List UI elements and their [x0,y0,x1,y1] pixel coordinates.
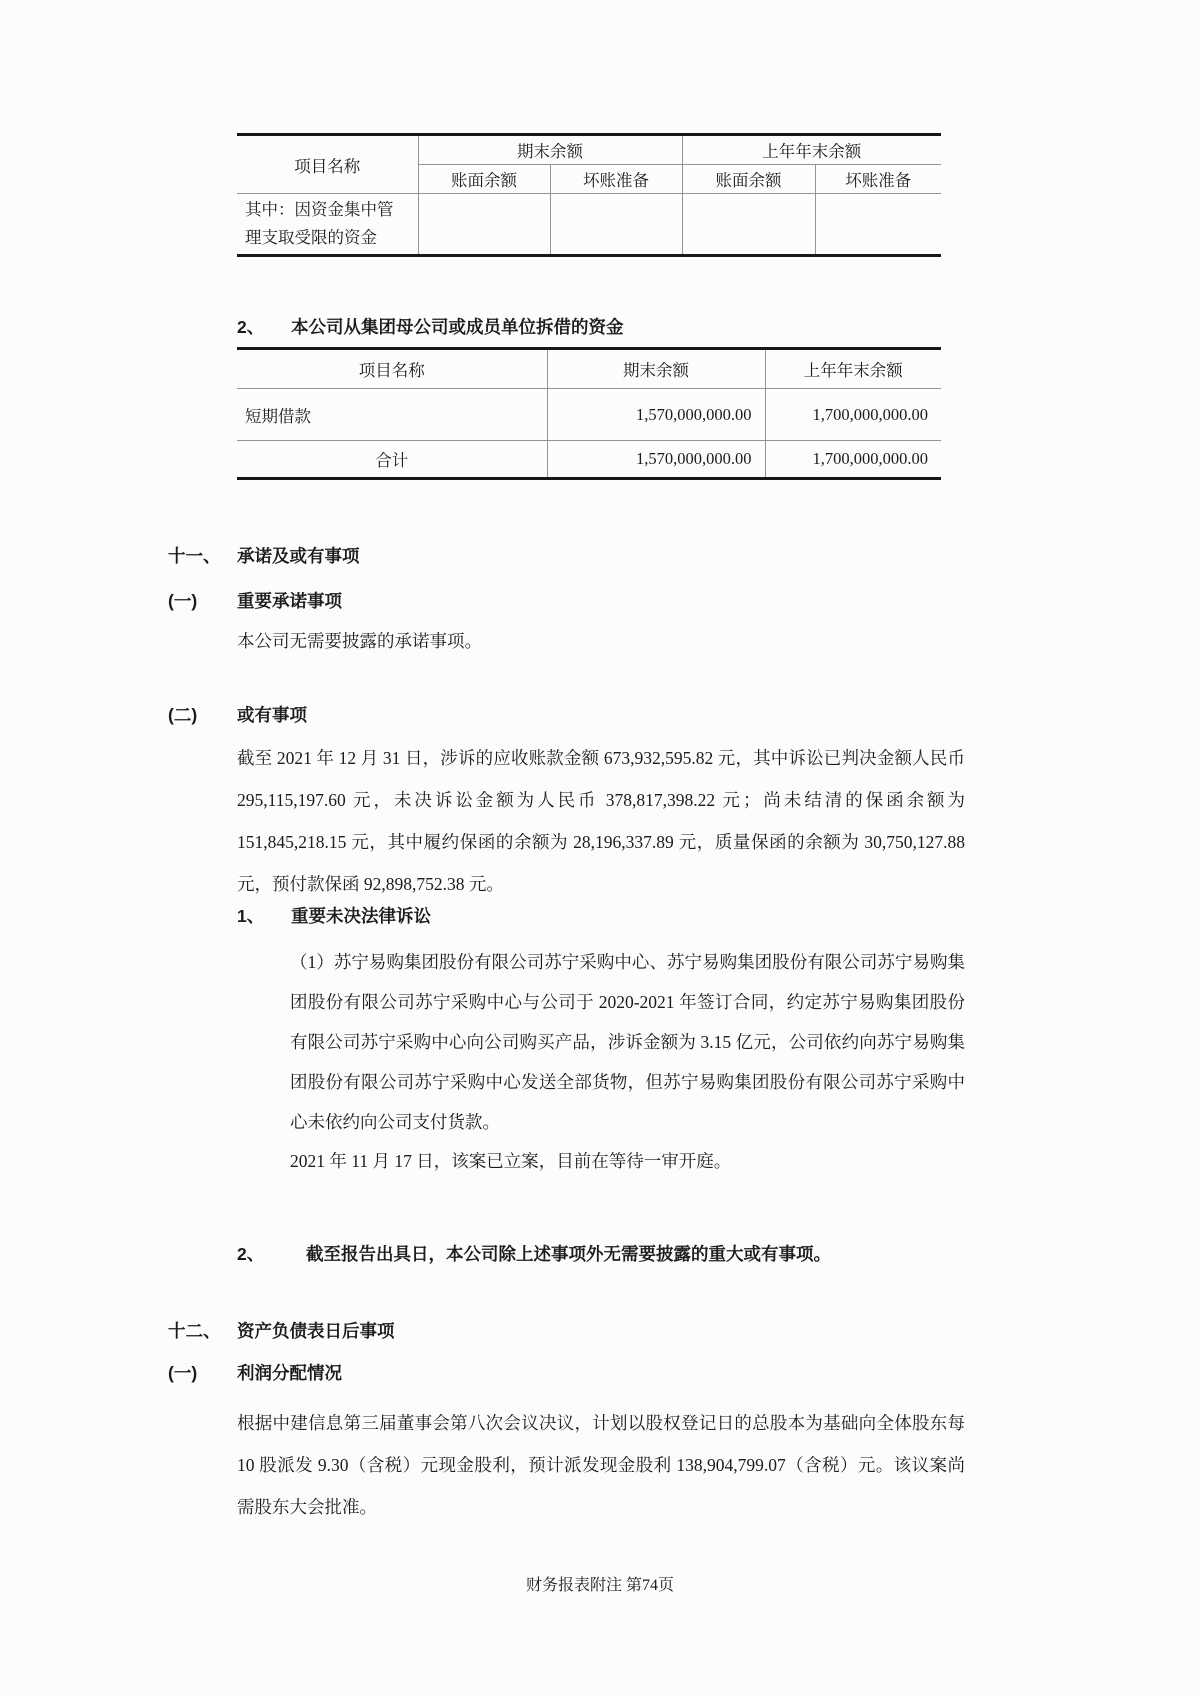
section11-sub1-heading [168,588,342,613]
table1-header-item: 项目名称 [294,156,361,176]
table-row [237,389,941,441]
table1-cell-end-book [418,194,550,256]
no-other-contingency-heading [237,1241,831,1266]
table1-subheader-bad-debt-1: 坏账准备 [550,165,682,194]
section11-heading [168,543,360,568]
no-other-contingency-title: 截至报告出具日，本公司除上述事项外无需要披露的重大或有事项。 [306,1244,831,1264]
section12-number: 十二、 [168,1321,221,1341]
restricted-funds-table [237,133,941,257]
section11-sub1-number: (一) [168,591,198,611]
table1-cell-prev-book [682,194,815,256]
table2-total-ending: 1,570,000,000.00 [547,441,765,479]
table1-subheader-book-balance-1: 账面余额 [418,165,550,194]
litigation-heading [237,903,431,928]
table1-subheader-book-balance-2: 账面余额 [682,165,815,194]
section11-sub2-number: (二) [168,705,198,725]
table2-header-row [237,349,941,389]
section11-sub2-heading [168,702,307,727]
section-borrow-title: 本公司从集团母公司或成员单位拆借的资金 [291,317,624,337]
contingency-paragraph: 截至 2021 年 12 月 31 日，涉诉的应收账款金额 673,932,595.82 元，其中诉讼已判决金额人民币 295,115,197.60 元，未决诉讼金额为人民币 378,817,398.22 元；尚未结清的保函余额为 151,845,218.15 元，其中履约保函的余额为 28,196,337.89 元，质量保函的余额为 30,750,127.88 元，预付款保函 92,898,752.38 元。 [237,748,965,894]
section-borrow-heading [237,314,624,339]
table-row [237,441,941,479]
section11-sub1-title: 重要承诺事项 [237,591,342,611]
table1-header-ending-balance: 期末余额 [418,135,682,165]
table2-row1-prior: 1,700,000,000.00 [765,389,941,441]
section11-title: 承诺及或有事项 [237,546,360,566]
commitments-statement: 本公司无需要披露的承诺事项。 [237,631,482,651]
litigation-number: 1、 [237,906,265,926]
table2-total-name: 合计 [375,451,409,470]
section11-number: 十一、 [168,546,221,566]
section12-sub1-heading [168,1360,342,1385]
table1-cell-prev-bad [815,194,941,256]
litigation-title: 重要未决法律诉讼 [291,906,431,926]
profit-distribution-paragraph: 根据中建信息第三届董事会第八次会议决议，计划以股权登记日的总股本为基础向全体股东每 10 股派发 9.30（含税）元现金股利，预计派发现金股利 138,904,799.07（含税）元。该议案尚需股东大会批准。 [237,1413,965,1517]
table2-total-prior: 1,700,000,000.00 [765,441,941,479]
table2-header-item: 项目名称 [358,361,425,380]
litigation-paragraph-1: （1）苏宁易购集团股份有限公司苏宁采购中心、苏宁易购集团股份有限公司苏宁易购集团股份有限公司苏宁采购中心与公司于 2020-2021 年签订合同，约定苏宁易购集团股份有限公司苏宁采购中心向公司购买产品，涉诉金额为 3.15 亿元，公司依约向苏宁易购集团股份有限公司苏宁采购中心发送全部货物，但苏宁易购集团股份有限公司苏宁采购中心未依约向公司支付货款。 [290,952,965,1132]
table2-header-ending: 期末余额 [547,349,765,389]
borrowed-funds-table [237,347,941,480]
page-footer: 财务报表附注 第74页 [525,1577,674,1594]
table1-cell-end-bad [550,194,682,256]
section-borrow-number: 2、 [237,317,265,337]
table2-row1-name: 短期借款 [245,406,311,426]
section12-title: 资产负债表日后事项 [237,1321,395,1341]
table1-row-label: 其中：因资金集中管理支取受限的资金 [245,200,394,247]
no-other-contingency-number: 2、 [237,1244,265,1264]
litigation-paragraph-2: 2021 年 11 月 17 日，该案已立案，目前在等待一审开庭。 [290,1151,732,1171]
table2-header-prior: 上年年末余额 [765,349,941,389]
table2-row1-ending: 1,570,000,000.00 [547,389,765,441]
section12-heading [168,1318,395,1343]
table1-header-prior-balance: 上年年末余额 [682,135,941,165]
table-row [237,194,941,256]
section12-sub1-number: (一) [168,1363,198,1383]
table1-header-row-1 [237,135,941,165]
section12-sub1-title: 利润分配情况 [237,1363,342,1383]
section11-sub2-title: 或有事项 [237,705,307,725]
table1-subheader-bad-debt-2: 坏账准备 [815,165,941,194]
